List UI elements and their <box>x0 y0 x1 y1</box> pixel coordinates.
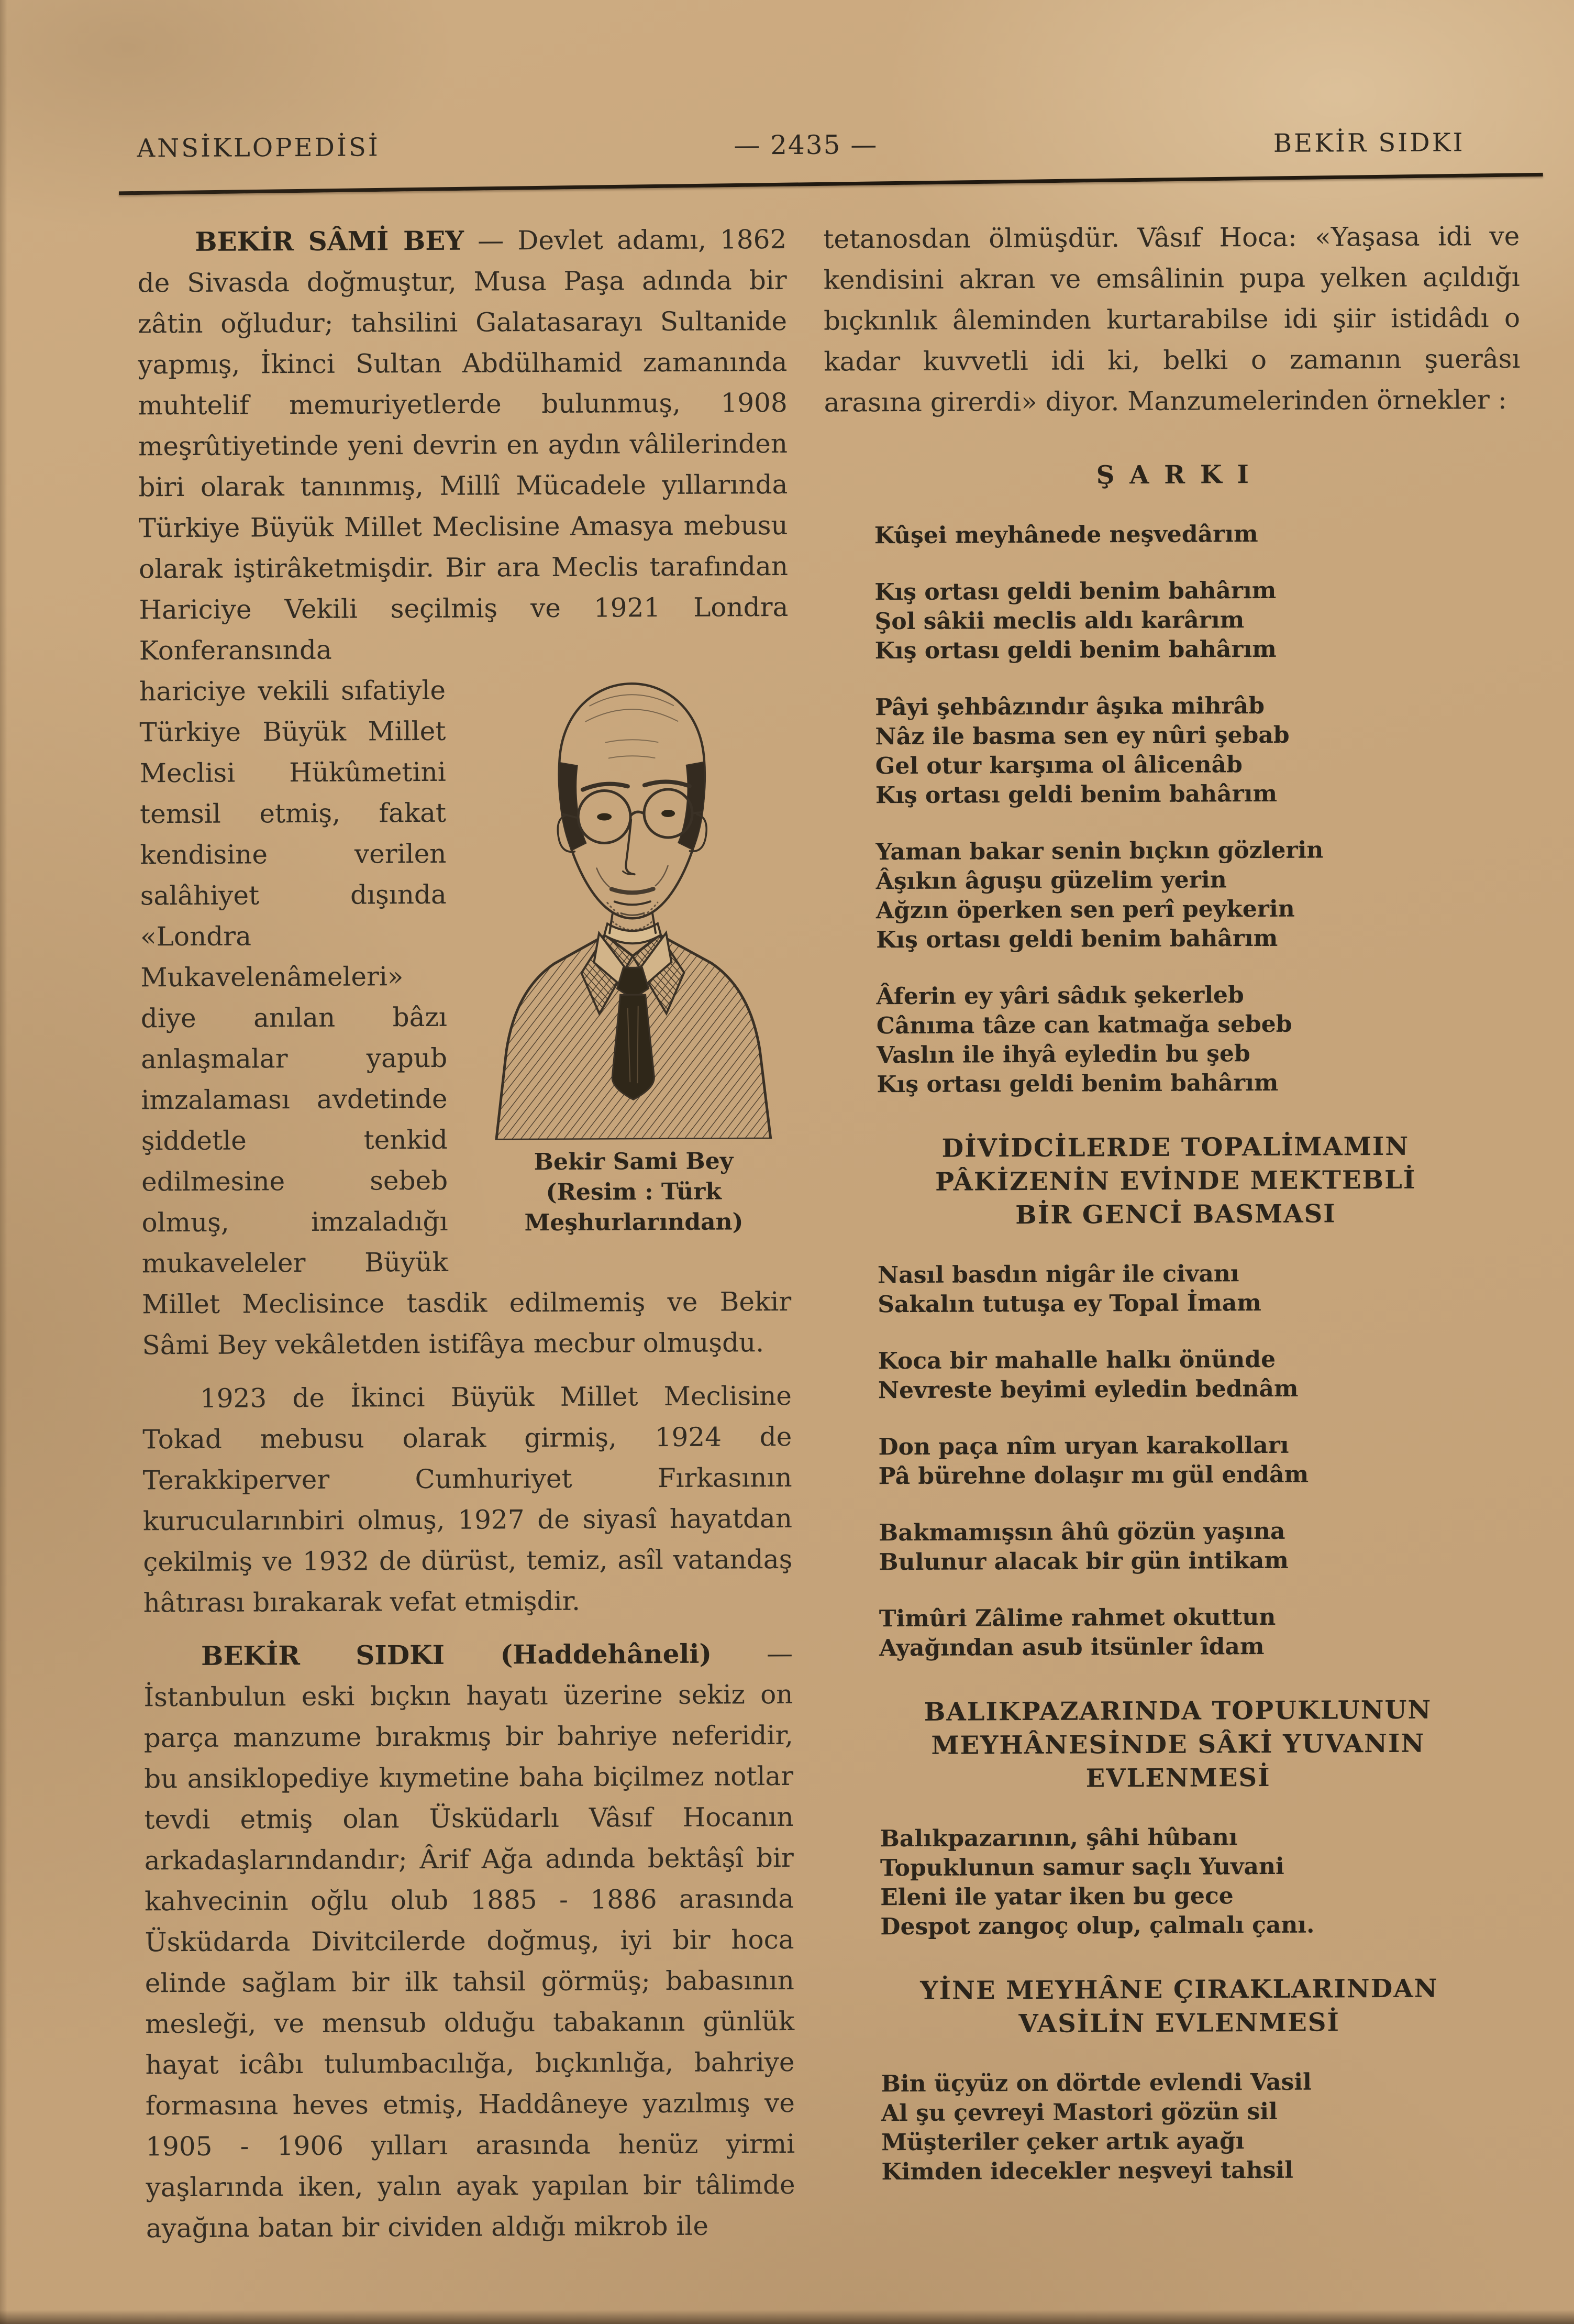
portrait-caption: Bekir Sami Bey (Resim : Türk Meşhurlarından) <box>524 1148 744 1237</box>
article-title-bekir-sidki: BEKİR SIDKI (Haddehâneli) <box>201 1638 712 1671</box>
scan-edge-left <box>0 0 7 2324</box>
sarki-stanza-5: Âferin ey yâri sâdık şekerleb Cânıma tâze can katmağa sebeb Vaslın ile ihyâ eyledin bu şeb Kış ortası geldi benim bahârım <box>876 982 1292 1098</box>
portrait-figure <box>474 641 791 1239</box>
dividciler-couplet-1: Nasıl basdın nigâr ile civanı Sakalın tutuşa ey Topal İmam <box>877 1260 1261 1318</box>
poem-heading-yine-meyhane: YİNE MEYHÂNE ÇIRAKLARINDAN VASİLİN EVLENMESİ <box>920 1974 1438 2039</box>
poem-heading-sarki: ŞARKI <box>1096 460 1264 490</box>
page-header <box>137 127 1465 163</box>
scan-edge-bottom <box>0 2308 1574 2324</box>
poem-heading-dividcilerde: DİVİDCİLERDE TOPALİMAMIN PÂKİZENİN EVİNDE MEKTEBLİ BİR GENCİ BASMASI <box>935 1131 1416 1230</box>
sarki-stanza-3: Pâyi şehbâzındır âşıka mihrâb Nâz ile basma sen ey nûri şebab Gel otur karşıma ol âlicenâb Kış ortası geldi benim bahârım <box>875 692 1290 809</box>
sarki-stanza-2: Kış ortası geldi benim bahârım Şol sâkii meclis aldı karârım Kış ortası geldi benim bahârım <box>874 577 1277 665</box>
article-bekir-sidki-continuation: tetanosdan ölmüşdür. Vâsıf Hoca: «Yaşasa idi ve kendisini akran ve emsâlinin pupa yelken açıldığı bıçkınlık âleminden kurtarabilse idi şiir istidâdı o kadar kuvvetli idi ki, belki o zamanın şuerâsı arasına girerdi» diyor. Manzumelerinden örnekler : <box>823 221 1521 418</box>
dividciler-couplet-4: Bakmamışsın âhû gözün yaşına Bulunur alacak bir gün intikam <box>878 1517 1289 1576</box>
balikpazari-quatrain: Balıkpazarının, şâhi hûbanı Topuklunun samur saçlı Yuvani Eleni ile yatar iken bu gece Despot zangoç olup, çalmalı çanı. <box>880 1824 1315 1941</box>
dividciler-couplet-5: Timûri Zâlime rahmet okuttun Ayağından asub itsünler îdam <box>879 1603 1276 1662</box>
columns <box>137 216 1528 2261</box>
article-bekir-sami-continuation: ve 1921 Londra Konferansında hariciye vekili sıfatiyle Türkiye Büyük Millet Meclisi Hükûmetini temsil etmiş, fakat kendisine verilen salâhiyet dışında «Londra Mukavelenâmeleri» diye anılan bâzı anlaşmalar yapub imzalaması avdetinde şiddetle tenkid edilmesine sebeb olmuş, imzaladığı mukaveleler Büyük Millet Meclisince tasdik edilmemiş ve Bekir Sâmi Bey vekâletden istifâya mecbur olmuşdu. <box>139 591 792 1361</box>
sarki-stanza-1: Kûşei meyhânede neşvedârım <box>874 521 1258 549</box>
header-page-number: — 2435 — <box>734 129 878 161</box>
article-bekir-sidki-body: — İstanbulun eski bıçkın hayatı üzerine sekiz on parça manzume bırakmış bir bahriye neferidir, bu ansiklopediye kıymetine baha biçilmez notlar tevdi etmiş olan Üsküdarlı Vâsıf Hocanın arkadaşlarındandır; Ârif Ağa adında bektâşî bir kahvecinin oğlu olub 1885 - 1886 arasında Üsküdarda Divitcilerde doğmuş, iyi bir hoca elinde sağlam bir ilk tahsil görmüş; babasının mesleği, ve mensub olduğu tabakanın günlük hayat icâbı tulumbacılığa, bıçkınlığa, bahriye formasına heves etmiş, Haddâneye yazılmış ve 1905 - 1906 yılları arasında henüz yirmi yaşlarında iken, yalın ayak yapılan bir tâlimde ayağına batan bir cividen aldığı mikrob ile <box>143 1638 795 2244</box>
dividciler-couplet-2: Koca bir mahalle halkı önünde Nevreste beyimi eyledin bednâm <box>878 1346 1299 1404</box>
portrait-illustration <box>474 641 791 1140</box>
sarki-stanza-4: Yaman bakar senin bıçkın gözlerin Âşıkın âguşu güzelim yerin Ağzın öperken sen perî peykerin Kış ortası geldi benim bahârım <box>875 836 1324 954</box>
poem-heading-balikpazarinda: BALIKPAZARINDA TOPUKLUNUN MEYHÂNESİNDE SÂKİ YUVANIN EVLENMESİ <box>924 1695 1432 1793</box>
header-article-title: BEKİR SIDKI <box>1273 128 1465 158</box>
article-title-bekir-sami: BEKİR SÂMİ BEY <box>195 225 464 257</box>
article-bekir-sami-paragraph-2: 1923 de İkinci Büyük Millet Meclisine Tokad mebusu olarak girmiş, 1924 de Terakkiperver Cumhuriyet Fırkasının kurucularınbiri olmuş, 1927 de siyasî hayatdan çekilmiş ve 1932 de dürüst, temiz, asîl vatandaş hâtırası bırakarak vefat etmişdir. <box>142 1380 793 1618</box>
right-column <box>823 216 1528 2259</box>
left-column <box>137 219 795 2261</box>
header-publication: ANSİKLOPEDİSİ <box>137 133 380 163</box>
article-bekir-sami-intro: — Devlet adamı, 1862 de Sivasda doğmuştur, Musa Paşa adında bir zâtin oğludur; tahsilini Galatasarayı Sultanide yapmış, İkinci Sultan Abdülhamid zamanında muhtelif memuriyetlerde bulunmuş, 1908 meşrûtiyetinde yeni devrin en aydın vâlilerinden biri olarak tanınmış, Millî Mücadele yıllarında Türkiye Büyük Millet Meclisine Amasya mebusu olarak iştirâketmişdir. Bir ara Meclis tarafından Hariciye Vekili seçilmiş <box>137 224 789 625</box>
header-rule <box>119 173 1543 195</box>
article-bekir-sami-paragraph-1 <box>137 219 792 1365</box>
dividciler-couplet-3: Don paça nîm uryan karakolları Pâ bürehne dolaşır mı gül endâm <box>878 1431 1309 1490</box>
article-bekir-sidki-paragraph <box>143 1633 795 2249</box>
vasil-quatrain: Bin üçyüz on dörtde evlendi Vasil Al şu çevreyi Mastori gözün sil Müşteriler çeker artık ayağı Kimden idecekler neşveyi tahsil <box>881 2068 1312 2186</box>
